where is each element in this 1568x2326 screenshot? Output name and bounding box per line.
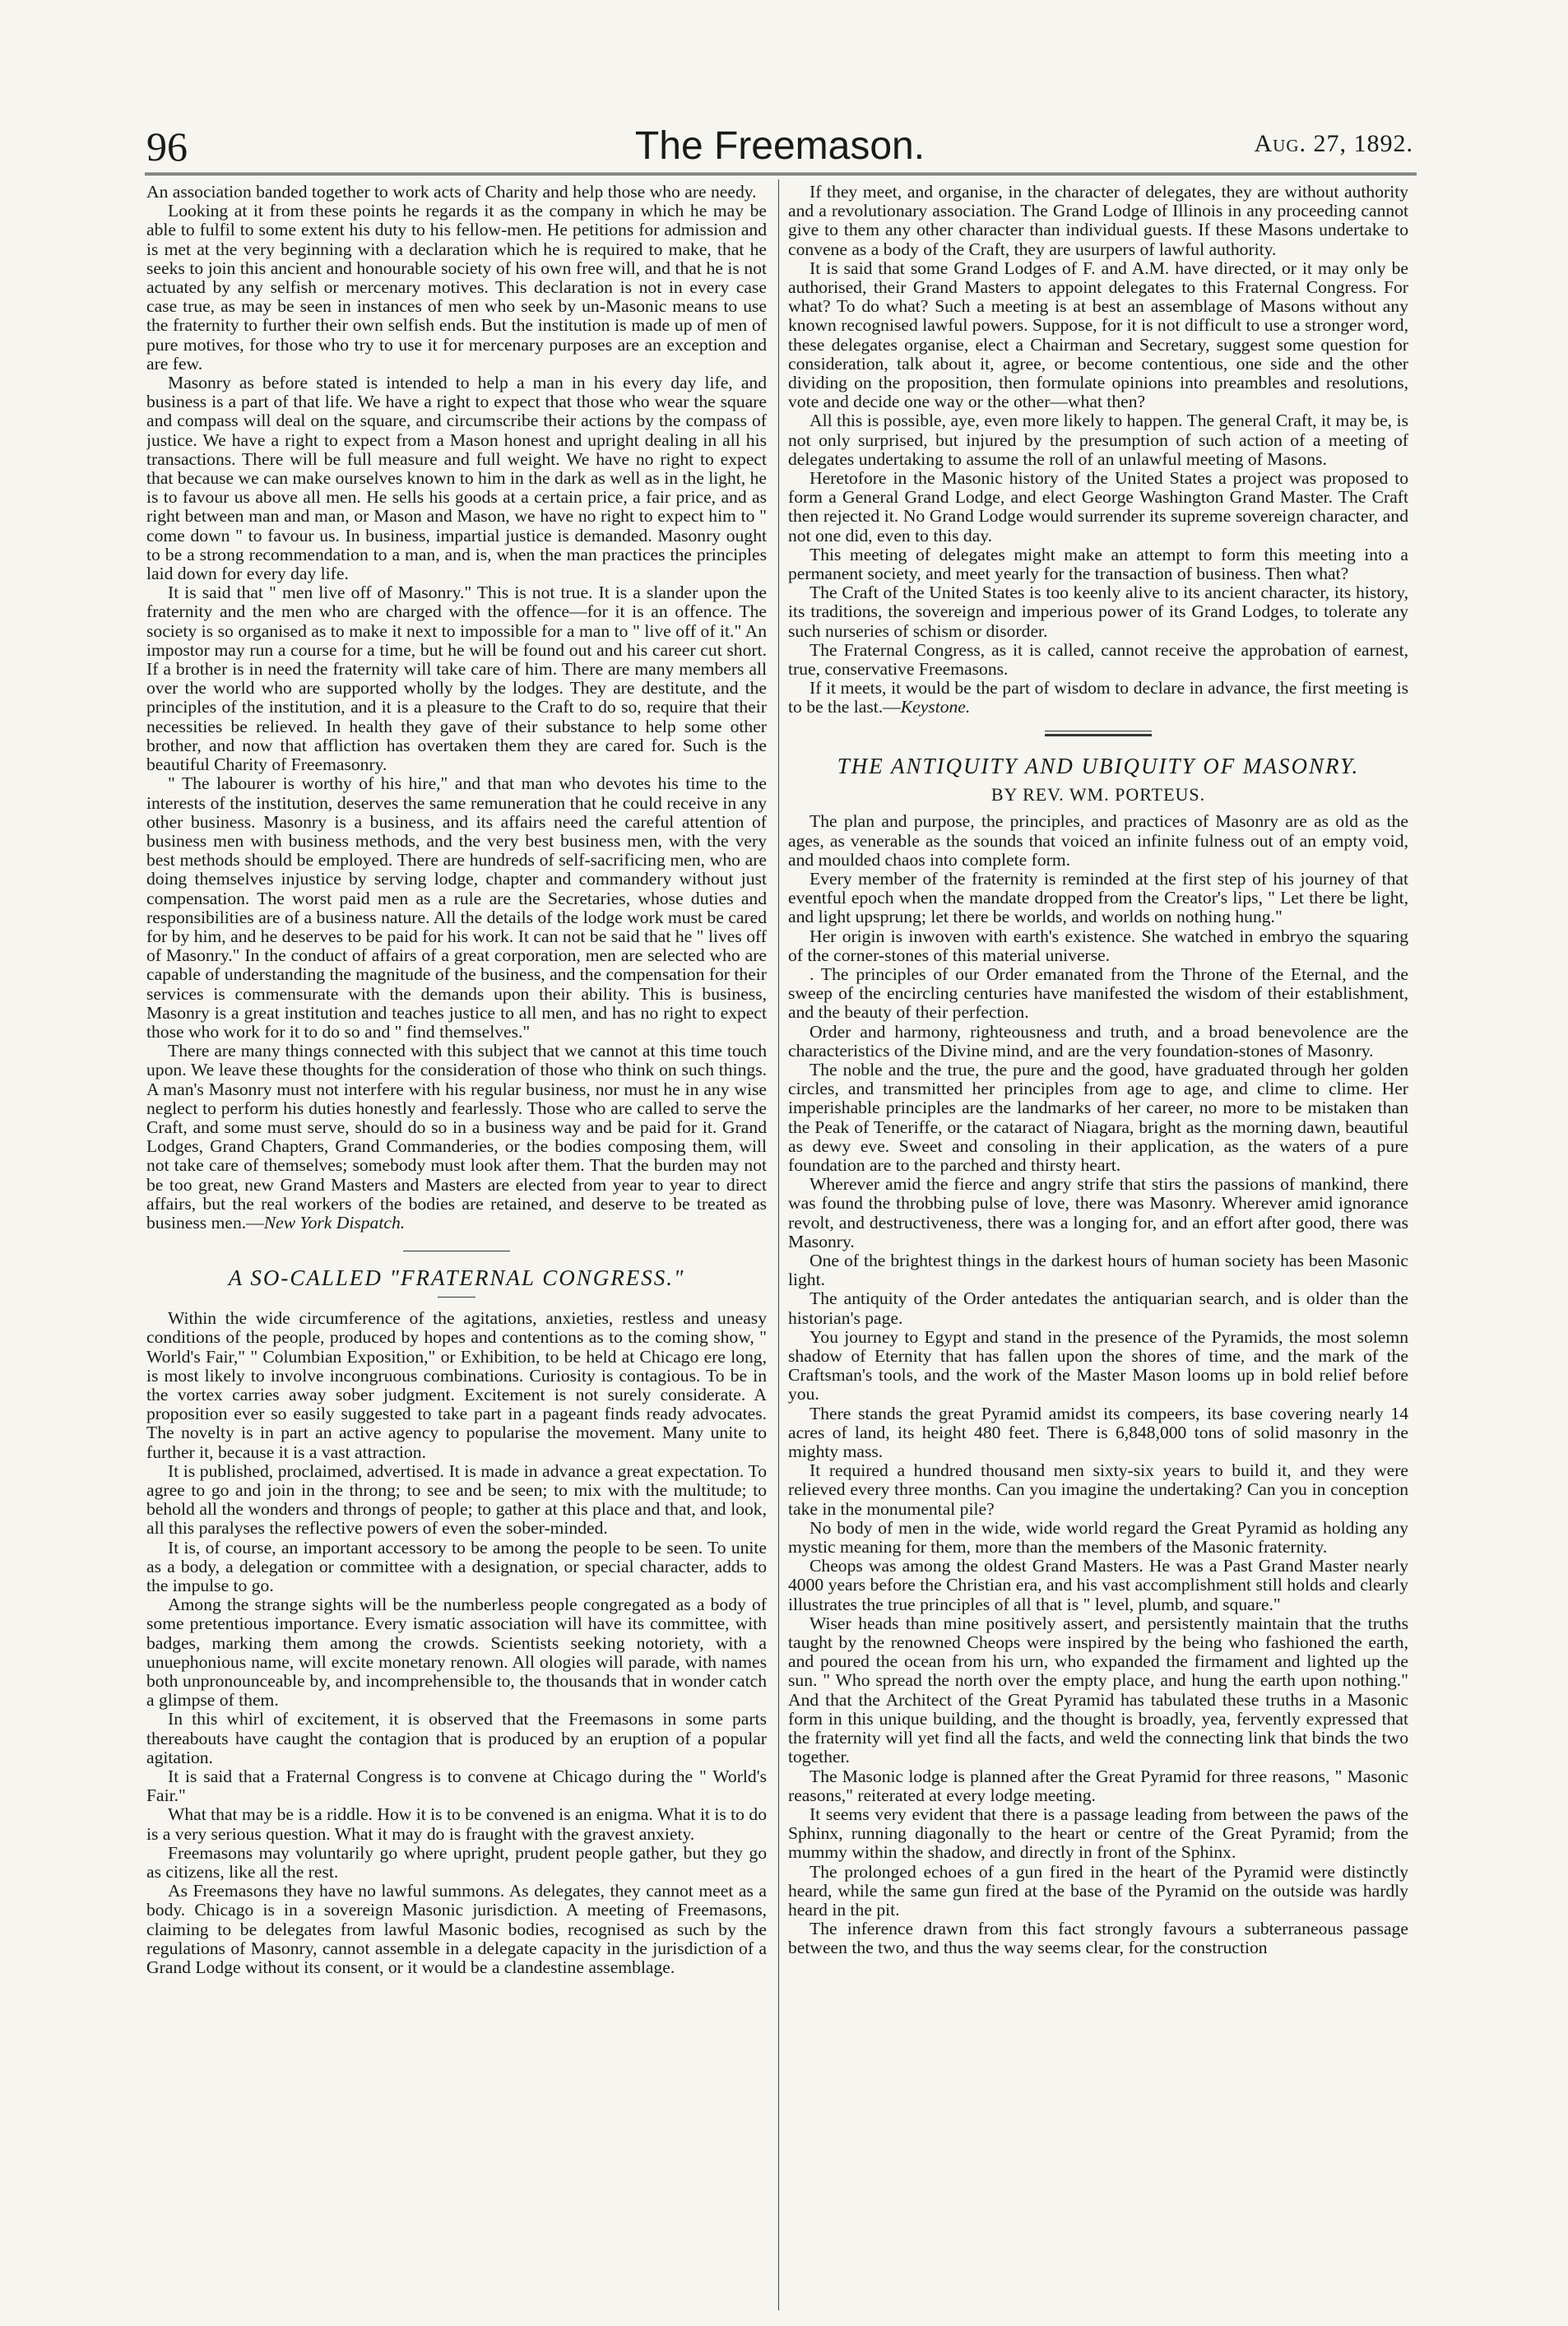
congress-continued bbox=[788, 183, 1408, 717]
article-byline: BY REV. WM. PORTEUS. bbox=[990, 783, 1206, 805]
paragraph-text: If it meets, it would be the part of wisdom to declare in advance, the first meeting is to be the last.— bbox=[788, 678, 1408, 717]
article-paragraph: It is, of course, an important accessory to be among the people to be seen. To unite as a body, a delegation or committee with a designation, or special character, adds to the impulse to go. bbox=[146, 1537, 767, 1596]
section-divider bbox=[1045, 731, 1152, 736]
article-paragraph: It required a hundred thousand men sixty-six years to build it, and they were relieved every three months. Can you imagine the undertaking? Can you in conception take in the monumental pile? bbox=[788, 1460, 1408, 1519]
article-paragraph: Cheops was among the oldest Grand Masters. He was a Past Grand Master nearly 4000 years before the Christian era, and his vast accomplishment still holds and clearly illustrates the true principles of all that is " level, plumb, and square." bbox=[788, 1556, 1408, 1614]
article-title: A SO-CALLED "FRATERNAL CONGRESS." bbox=[228, 1265, 685, 1291]
article-paragraph: If they meet, and organise, in the character of delegates, they are without authority and a revolutionary association. The Grand Lodge of Illinois in any proceeding cannot give to them any other character than individual guests. If these Masons undertake to convene as a body of the Craft, they are usurpers of lawful authority. bbox=[788, 183, 1408, 259]
article-paragraph: No body of men in the wide, wide world regard the Great Pyramid as holding any mystic meaning for them, more than the members of the Masonic fraternity. bbox=[788, 1517, 1408, 1558]
paragraph-text: There are many things connected with this subject that we cannot at this time touch upon. We leave these thoughts for the consideration of those who think on such things. A man's Masonry must not interfere with his regular business, nor must he in any wise neglect to perform his duties honestly and fearlessly. Those who are called to serve the Craft, and some must serve, should do so in a business way and be paid for it. Grand Lodges, Grand Chapters, Grand Commanderies, or the bodies composing them, will not take care of themselves; somebody must look after them. That the burden may not be too great, new Grand Masters and Masters are elected from year to year to direct affairs, but the real workers of the bodies are retained, and deserve to be treated as business men.— bbox=[146, 1041, 767, 1233]
intro-article bbox=[146, 183, 767, 1233]
masthead-title: The Freemason. bbox=[634, 124, 925, 168]
article-paragraph: The prolonged echoes of a gun fired in the heart of the Pyramid were distinctly heard, while the same gun fired at the base of the Pyramid on the outside was hardly heard in the pit. bbox=[788, 1861, 1408, 1920]
article-paragraph: Freemasons may voluntarily go where upright, prudent people gather, but they go as citizens, like all the rest. bbox=[146, 1842, 767, 1883]
article-paragraph: Within the wide circumference of the agitations, anxieties, restless and uneasy conditions of the people, produced by hopes and contentions as to the coming show, " World's Fair," " Columbian Exposition," or Exhibition, to be held at Chicago ere long, is most likely to involve incongruous combinations. Curiosity is contagious. To be in the vortex carries away sober judgment. Excitement is not surely considerate. A proposition ever so easily suggested to take part in a pageant finds ready advocates. The novelty is in part an active agency to popularise the movement. Many unite to further it, because it is a vast attraction. bbox=[146, 1308, 767, 1462]
article-paragraph: Looking at it from these points he regards it as the company in which he may be able to fulfil to some extent his duty to his fellow-men. He petitions for admission and is met at the very beginning with a declaration which he is required to make, that he seeks to join this ancient and honourable society of his own free will, and that he is not actuated by any selfish or mercenary motives. This declaration is not in every case case true, as may be seen in instances of men who seek by un-Masonic means to use the fraternity to further their own selfish ends. But the institution is made up of men of pure motives, for those who try to use it for mercenary purposes are an exception and are few. bbox=[146, 201, 767, 374]
article-paragraph: The plan and purpose, the principles, and practices of Masonry are as old as the ages, as venerable as the sounds that voiced an infinite fulness out of an empty void, and moulded chaos into complete form. bbox=[788, 811, 1408, 870]
title-underline bbox=[438, 1297, 476, 1298]
article-title: THE ANTIQUITY AND UBIQUITY OF MASONRY. bbox=[837, 753, 1360, 778]
article-paragraph: All this is possible, aye, even more likely to happen. The general Craft, it may be, is not only surprised, but injured by the presumption of such action of a meeting of delegates undertaking to assume the roll of an unlawful meeting of Masons. bbox=[788, 411, 1408, 469]
article-paragraph: The noble and the true, the pure and the good, have graduated through her golden circles, and transmitted her principles from age to age, and clime to clime. Her imperishable principles are the landmarks of her career, no more to be mistaken than the Peak of Teneriffe, or the cataract of Niagara, bright as the morning dawn, beautiful as dewy eve. Sweet and consoling in their application, as the waters of a pure foundation are to the parched and thirsty heart. bbox=[788, 1059, 1408, 1175]
column-divider bbox=[778, 179, 779, 2310]
article-paragraph: As Freemasons they have no lawful summons. As delegates, they cannot meet as a body. Chicago is in a sovereign Masonic jurisdiction. A meeting of Freemasons, claiming to be delegates from lawful Masonic bodies, recognised as such by the regulations of Masonry, cannot assemble in a delegate capacity in the jurisdiction of a Grand Lodge without its consent, or it would be a clandestine assemblage. bbox=[146, 1881, 767, 1978]
antiquity-article bbox=[788, 754, 1408, 1958]
article-paragraph: . The principles of our Order emanated from the Throne of the Eternal, and the sweep of the encircling centuries have manifested the wisdom of their establishment, and the beauty of their perfection. bbox=[788, 963, 1408, 1023]
article-paragraph: You journey to Egypt and stand in the presence of the Pyramids, the most solemn shadow of Eternity that has fallen upon the shores of time, and the mark of the Craftsman's tools, and the work of the Master Mason looms up in bold relief before you. bbox=[788, 1326, 1408, 1404]
article-paragraph bbox=[146, 1042, 767, 1233]
article-paragraph: The Masonic lodge is planned after the Great Pyramid for three reasons, " Masonic reasons," reiterated at every lodge meeting. bbox=[788, 1766, 1408, 1805]
source-credit: Keystone. bbox=[900, 697, 971, 717]
article-paragraph: What that may be is a riddle. How it is to be convened is an enigma. What it is to do is a very serious question. What it may do is fraught with the gravest anxiety. bbox=[146, 1804, 767, 1844]
article-paragraph: Her origin is inwoven with earth's existence. She watched in embryo the squaring of the corner-stones of this material universe. bbox=[788, 926, 1408, 965]
article-paragraph bbox=[788, 679, 1408, 717]
article-paragraph: Every member of the fraternity is reminded at the first step of his journey of that eventful epoch when the mandate dropped from the Creator's lips, " Let there be light, and light upsprung; let there be worlds, and worlds on nothing hung." bbox=[788, 868, 1408, 927]
source-credit: New York Dispatch. bbox=[263, 1212, 406, 1233]
article-paragraph: This meeting of delegates might make an attempt to form this meeting into a permanent society, and meet yearly for the transaction of business. Then what? bbox=[788, 544, 1408, 584]
article-paragraph: There stands the great Pyramid amidst its compeers, its base covering nearly 14 acres of land, its height 480 feet. There is 6,848,000 tons of solid masonry in the mighty mass. bbox=[788, 1403, 1408, 1462]
article-paragraph: Wiser heads than mine positively assert, and persistently maintain that the truths taught by the renowned Cheops were inspired by the being who fashioned the earth, and poured the ocean from his urn, who expanded the firmament and lighted up the sun. " Who spread the north over the empty place, and hung the earth upon nothing." And that the Architect of the Great Pyramid has tabulated these truths in a Masonic form in this unique building, and the thought is broadly, yea, fervently expressed that the fraternity will yet find all the facts, and weld the connecting link that binds the two together. bbox=[788, 1613, 1408, 1767]
article-paragraph: Masonry as before stated is intended to help a man in his every day life, and business is a part of that life. We have a right to expect that those who wear the square and compass will deal on the square, and circumscribe their actions by the compass of justice. We have a right to expect from a Mason honest and upright dealing in all his transactions. There will be full measure and full weight. We have no right to expect that because we can make ourselves known to him in the dark as well as in the light, he is to favour us above all men. He sells his goods at a certain price, a fair price, and as right between man and man, or Mason and Mason, we have no right to expect him to " come down " to favour us. In business, impartial justice is demanded. Masonry ought to be a strong recommendation to a man, and is, when the man practices the principles laid down for every day life. bbox=[146, 373, 767, 584]
issue-date: Aug. 27, 1892. bbox=[1254, 130, 1413, 157]
congress-article bbox=[146, 1266, 767, 1977]
article-paragraph: " The labourer is worthy of his hire," and that man who devotes his time to the interests of the institution, deserves the same remuneration that he could receive in any other business. Masonry is a business, and its affairs need the careful attention of business men with business methods, and the very best business men, with the very best methods should be employed. There are hundreds of self-sacrificing men, who are doing themselves injustice by serving lodge, chapter and commandery without just compensation. The worst paid men as a rule are the Secretaries, whose duties and responsibilities are of a business nature. All the details of the lodge work must be cared for by him, and he deserves to be paid for his work. It can not be said that he " lives off of Masonry." In the conduct of affairs of a great corporation, men are selected who are capable of understanding the magnitude of the business, and the compensation for their services is commensurate with the demands upon their ability. This is business, Masonry is a great institution and teaches justice to all men, and has no right to expect those who work for it to do so and " find themselves." bbox=[146, 773, 767, 1042]
article-paragraph: In this whirl of excitement, it is observed that the Freemasons in some parts thereabouts have caught the contagion that is produced by an eruption of a popular agitation. bbox=[146, 1709, 767, 1767]
article-paragraph: The antiquity of the Order antedates the antiquarian search, and is older than the historian's page. bbox=[788, 1288, 1408, 1328]
right-column bbox=[788, 183, 1408, 2300]
article-paragraph: The inference drawn from this fact strongly favours a subterraneous passage between the two, and thus the way seems clear, for the construction bbox=[788, 1919, 1408, 1958]
header-rule bbox=[145, 173, 1417, 175]
article-paragraph: It is said that a Fraternal Congress is to convene at Chicago during the " World's Fair." bbox=[146, 1767, 767, 1806]
page-header bbox=[146, 122, 1413, 171]
page-number: 96 bbox=[146, 123, 188, 169]
left-column bbox=[146, 183, 767, 2300]
article-paragraph: It is published, proclaimed, advertised. It is made in advance a great expectation. To agree to go and join in the throng; to see and be seen; to mix with the multitude; to behold all the wonders and throngs of people; to gather at this place and that, and look, all this paralyses the reflective powers of even the sober-minded. bbox=[146, 1460, 767, 1539]
article-paragraph: The Craft of the United States is too keenly alive to its ancient character, its history, its traditions, the sovereign and imperious power of its Grand Lodges, to tolerate any such nurseries of schism or disorder. bbox=[788, 583, 1408, 641]
article-paragraph: It is said that " men live off of Masonry." This is not true. It is a slander upon the fraternity and the men who are charged with the offence—for it is an offence. The society is so organised as to make it next to impossible for a man to " live off of it." An impostor may run a course for a time, but he will be found out and his career cut short. If a brother is in need the fraternity will take care of him. There are many members all over the world who are supported wholly by the lodges. They are destitute, and the principles of the institution, and it is a pleasure to the Craft to do so, require that their necessities be relieved. In health they gave of their substance to help some other brother, and now that affliction has overtaken them they are cared for. Such is the beautiful Charity of Freemasonry. bbox=[146, 583, 767, 775]
article-paragraph: Heretofore in the Masonic history of the United States a project was proposed to form a General Grand Lodge, and elect George Washington Grand Master. The Craft then rejected it. No Grand Lodge would surrender its supreme sovereign character, and not one did, even to this day. bbox=[788, 468, 1408, 546]
article-paragraph: Order and harmony, righteousness and truth, and a broad benevolence are the characteristics of the Divine mind, and are the very foundation-stones of Masonry. bbox=[788, 1021, 1408, 1061]
article-paragraph: An association banded together to work acts of Charity and help those who are needy. bbox=[146, 183, 757, 202]
article-paragraph: One of the brightest things in the darkest hours of human society has been Masonic light. bbox=[788, 1251, 1408, 1290]
article-paragraph: The Fraternal Congress, as it is called, cannot receive the approbation of earnest, true, conservative Freemasons. bbox=[788, 639, 1408, 680]
article-paragraph: It seems very evident that there is a passage leading from between the paws of the Sphinx, running diagonally to the heart or centre of the Great Pyramid; from the mummy within the shadow, and directly in front of the Sphinx. bbox=[788, 1804, 1408, 1863]
article-paragraph: Wherever amid the fierce and angry strife that stirs the passions of mankind, there was found the throbbing pulse of love, there was Masonry. Wherever amid ignorance revolt, and destructiveness, there was a longing for, and an effort after good, there was Masonry. bbox=[788, 1174, 1408, 1251]
article-paragraph: Among the strange sights will be the numberless people congregated as a body of some pretentious importance. Every ismatic association will have its committee, with badges, marking them among the crowds. Scientists seeking notoriety, with a unuephonious name, will excite monetary renown. All ologies will parade, with names both unpronounceable by, and incomprehensible to, the thousands that in wonder catch a glimpse of them. bbox=[146, 1595, 767, 1711]
article-paragraph: It is said that some Grand Lodges of F. and A.M. have directed, or it may only be authorised, their Grand Masters to appoint delegates to this Fraternal Congress. For what? To do what? Such a meeting is at best an assemblage of Masons without any known recognised lawful powers. Suppose, for it is not difficult to use a stronger word, these delegates organise, elect a Chairman and Secretary, suggest some question for consideration, talk about it, agree, or become contentious, one side and the other dividing on the proposition, then formulate opinions into preambles and resolutions, vote and decide one way or the other—what then? bbox=[788, 258, 1408, 412]
